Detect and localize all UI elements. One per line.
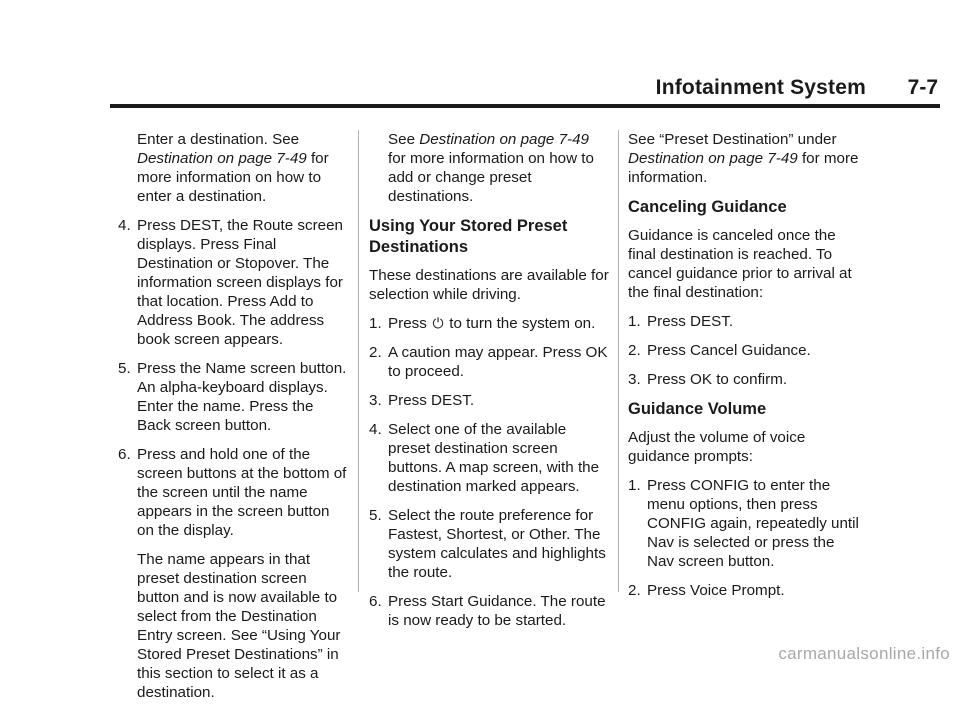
continuation-paragraph: See Destination on page 7-49 for more information on how to add or change preset destinations. bbox=[388, 131, 594, 205]
cross-reference-link[interactable]: Destination on page 7-49 bbox=[419, 131, 589, 148]
list-item: 3. Press OK to confirm. bbox=[628, 371, 788, 388]
column-divider bbox=[618, 130, 619, 592]
column-3 bbox=[628, 130, 860, 610]
list-item: 2. Press Voice Prompt. bbox=[628, 582, 785, 599]
section-heading: Using Your Stored Preset Destinations bbox=[369, 217, 568, 256]
section-intro: Adjust the volume of voice guidance prompts: bbox=[628, 429, 806, 465]
list-item: 6. Press Start Guidance. The route is now ready to be started. bbox=[369, 593, 606, 629]
column-1 bbox=[118, 130, 350, 712]
list-item: 4. Select one of the available preset destination screen buttons. A map screen, with the destination marked appears. bbox=[369, 421, 600, 495]
section-heading: Guidance Volume bbox=[628, 400, 767, 418]
note-paragraph: The name appears in that preset destination screen button and is now available to select from the Destination Entry screen. See “Using Your Stored Preset Destinations” in this section to select it as a destination. bbox=[137, 551, 341, 701]
power-icon: ⏻ bbox=[432, 315, 444, 331]
section-intro: Guidance is canceled once the final destination is reached. To cancel guidance prior to arrival at the final destination: bbox=[628, 227, 852, 301]
list-item: 5. Press the Name screen button. An alpha-keyboard displays. Enter the name. Press the Back screen button. bbox=[118, 360, 347, 434]
continuation-paragraph: Enter a destination. See Destination on page 7-49 for more information on how to enter a destination. bbox=[137, 131, 329, 205]
page-header-title: Infotainment System bbox=[655, 76, 866, 99]
list-item: 1. Press ⏻ to turn the system on. bbox=[369, 315, 596, 332]
list-item: 2. Press Cancel Guidance. bbox=[628, 342, 811, 359]
list-item: 2. A caution may appear. Press OK to proceed. bbox=[369, 344, 608, 380]
section-intro: These destinations are available for selection while driving. bbox=[369, 267, 609, 303]
list-item: 1. Press DEST. bbox=[628, 313, 734, 330]
list-item: 4. Press DEST, the Route screen displays. Press Final Destination or Stopover. The information screen displays for that location. Press Add to Address Book. The address book screen appears. bbox=[118, 217, 343, 348]
continuation-paragraph: See “Preset Destination” under Destination on page 7-49 for more information. bbox=[628, 131, 859, 186]
column-divider bbox=[358, 130, 359, 592]
page-number: 7-7 bbox=[907, 76, 938, 99]
cross-reference-link[interactable]: Destination on page 7-49 bbox=[628, 150, 798, 167]
list-item: 1. Press CONFIG to enter the menu options, then press CONFIG again, repeatedly until Nav is selected or press the Nav screen button. bbox=[628, 477, 859, 570]
list-item: 6. Press and hold one of the screen buttons at the bottom of the screen until the name appears in the screen button on the display. bbox=[118, 446, 347, 539]
cross-reference-link[interactable]: Destination on page 7-49 bbox=[137, 150, 307, 167]
list-item: 3. Press DEST. bbox=[369, 392, 475, 409]
header-rule bbox=[110, 104, 940, 108]
watermark: carmanualsonline.info bbox=[778, 644, 950, 663]
section-heading: Canceling Guidance bbox=[628, 198, 787, 216]
column-2 bbox=[369, 130, 609, 640]
list-item: 5. Select the route preference for Fastest, Shortest, or Other. The system calculates and highlights the route. bbox=[369, 507, 606, 581]
